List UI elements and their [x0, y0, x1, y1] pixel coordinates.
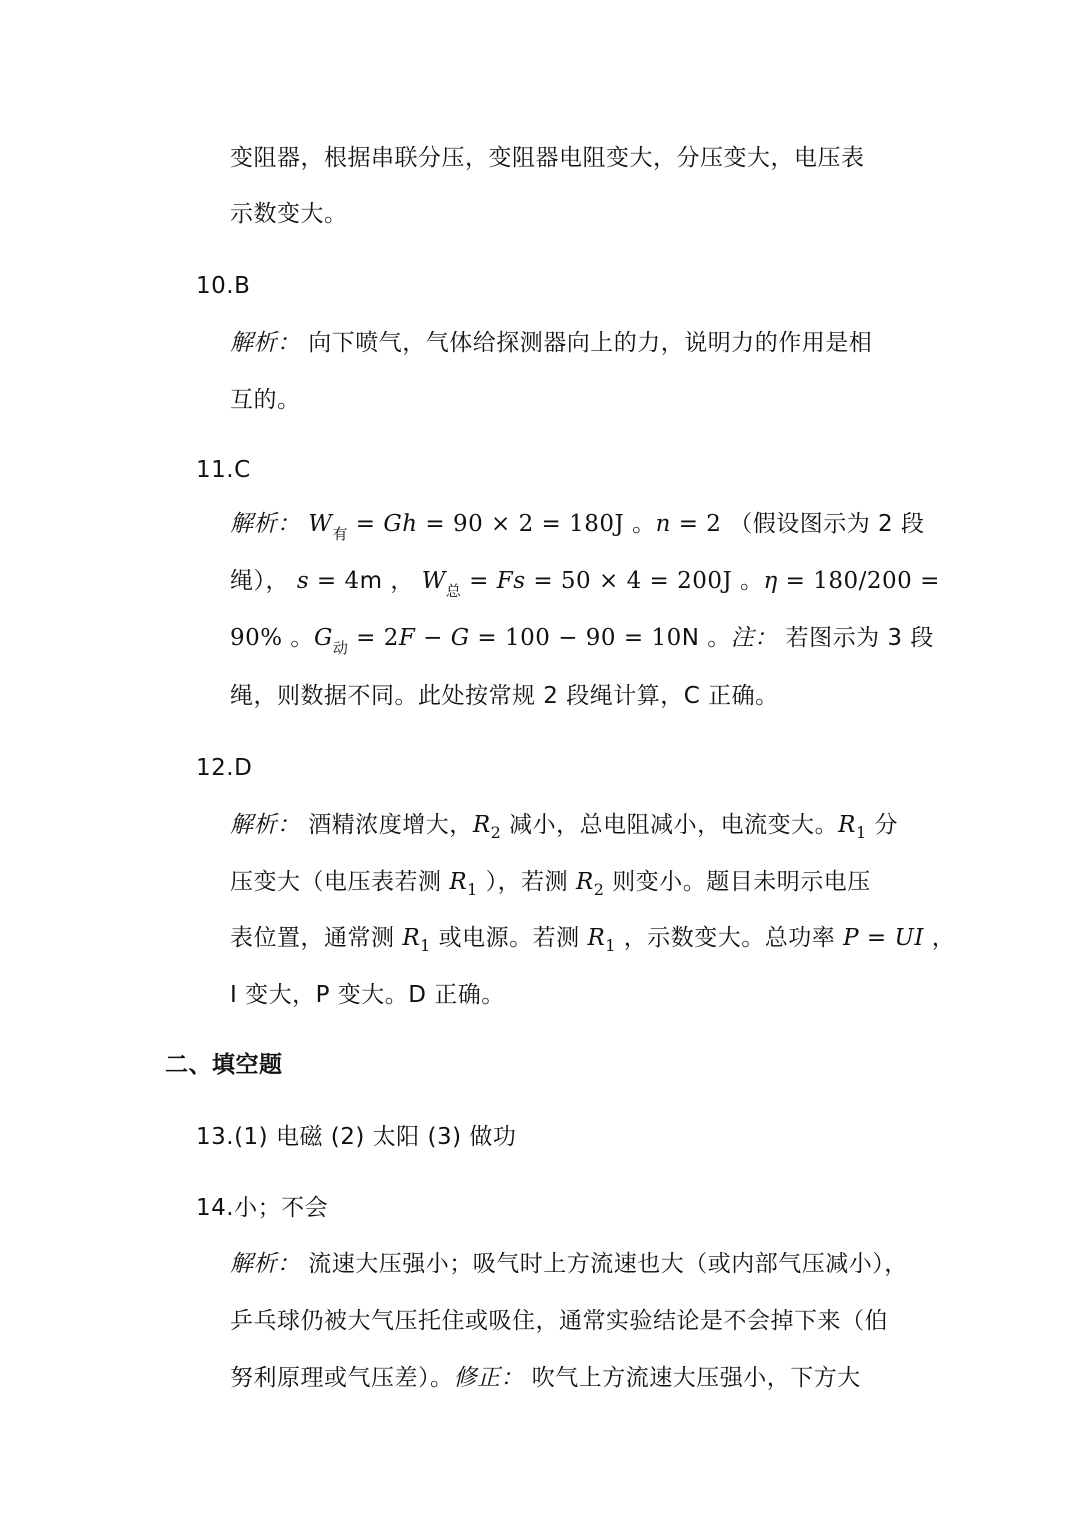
math-text: G — [313, 625, 333, 651]
math-text: = 50 × 4 = 200J — [525, 568, 733, 594]
math-text: = — [347, 511, 384, 537]
text: 10.B — [196, 273, 251, 299]
text: 流速大压强小；吸气时上方流速也大（或内部气压减小）， — [300, 1251, 908, 1277]
text: 。 — [732, 568, 764, 594]
explanation-line — [230, 565, 940, 600]
math-text: = 180/200 = — [777, 568, 940, 594]
text: 11.C — [196, 457, 251, 483]
text: 压变大（电压表若测 — [230, 869, 450, 895]
subscript: 2 — [593, 880, 605, 899]
math-text: R — [838, 812, 856, 838]
text: 减小，总电阻减小，电流变大。 — [501, 812, 839, 838]
text: 表位置，通常测 — [230, 925, 403, 951]
explanation-line — [230, 327, 920, 359]
text: 绳）， — [230, 568, 297, 594]
subscript: 有 — [332, 525, 348, 543]
text: 分 — [866, 812, 898, 838]
explanation-line — [230, 622, 934, 657]
text: 或电源。若测 — [430, 925, 588, 951]
answer-label — [196, 454, 251, 486]
math-text: Gh — [383, 511, 418, 537]
subscript: 2 — [490, 823, 502, 842]
answer-label — [196, 1192, 328, 1224]
math-text: = 100 − 90 = 10 — [469, 625, 682, 651]
subscript: 1 — [420, 936, 431, 955]
explanation-line — [230, 508, 925, 543]
explanation-line — [230, 384, 920, 416]
subscript: 1 — [605, 936, 616, 955]
text: 若图示为 3 段 — [777, 625, 934, 651]
math-text: = — [859, 925, 895, 951]
text: 互的。 — [230, 387, 301, 413]
subscript: 总 — [445, 582, 462, 600]
math-text: = 4 — [309, 568, 360, 594]
math-text: R — [587, 925, 606, 951]
subscript: 动 — [332, 639, 349, 657]
text: 吹气上方流速大压强小，下方大 — [524, 1365, 861, 1391]
explanation-line — [230, 922, 956, 955]
text: N 。 — [681, 625, 731, 651]
math-text: P — [843, 925, 860, 951]
math-text: W — [300, 511, 333, 537]
emphasis-label: 解析： — [230, 1251, 301, 1277]
text: 12.D — [196, 755, 253, 781]
text: 13.(1) 电磁 (2) 太阳 (3) 做功 — [196, 1124, 517, 1150]
emphasis-label: 修正： — [453, 1365, 524, 1391]
explanation-line — [230, 1305, 920, 1337]
explanation-line — [230, 979, 920, 1011]
explanation-line — [230, 866, 920, 898]
math-text: F — [398, 625, 416, 651]
explanation-line — [230, 680, 920, 712]
text: 14.小；不会 — [196, 1195, 329, 1221]
text: （假设图示为 2 段 — [721, 511, 925, 537]
math-text: R — [449, 869, 468, 895]
text: 则变小。题目未明示电压 — [604, 869, 871, 895]
text: 。 — [282, 625, 314, 651]
text: 向下喷气，气体给探测器向上的力，说明力的作用是相 — [300, 330, 873, 356]
subscript: 1 — [467, 880, 478, 899]
math-text: = 2 — [670, 511, 722, 537]
text: ，示数变大。总功率 — [615, 925, 844, 951]
explanation-line — [230, 142, 920, 174]
text: 二、填空题 — [165, 1052, 283, 1078]
text: 。 — [624, 511, 656, 537]
text: ），若测 — [477, 869, 576, 895]
answer-label — [196, 1121, 516, 1153]
math-text: η — [763, 568, 778, 594]
text: 努利原理或气压差）。 — [230, 1365, 454, 1391]
math-text: = 90 × 2 = 180J — [417, 511, 625, 537]
emphasis-label: 解析： — [230, 511, 301, 537]
math-text: Fs — [496, 568, 526, 594]
answer-label — [196, 752, 252, 784]
subscript: 1 — [855, 823, 867, 842]
math-text: = 2 — [348, 625, 399, 651]
explanation-line — [230, 198, 920, 230]
emphasis-label: 注： — [730, 625, 778, 651]
math-text: − — [415, 625, 451, 651]
math-text: = — [461, 568, 497, 594]
math-text: R — [472, 812, 491, 838]
text: 变阻器，根据串联分压，变阻器电阻变大，分压变大，电压表 — [230, 145, 865, 171]
section-heading — [165, 1049, 283, 1081]
text: 示数变大。 — [230, 201, 348, 227]
math-text: R — [402, 925, 421, 951]
math-text: n — [655, 511, 671, 537]
math-text: W — [421, 568, 446, 594]
explanation-line — [230, 1362, 920, 1394]
emphasis-label: 解析： — [230, 812, 301, 838]
math-text: s — [296, 568, 310, 594]
text: m ， — [359, 568, 422, 594]
text: 乒乓球仍被大气压托住或吸住，通常实验结论是不会掉下来（伯 — [230, 1308, 888, 1334]
text: 酒精浓度增大， — [300, 812, 473, 838]
explanation-line — [230, 1248, 920, 1280]
answer-label — [196, 270, 250, 302]
math-text: G — [450, 625, 470, 651]
math-text: 90% — [230, 625, 283, 651]
emphasis-label: 解析： — [230, 330, 301, 356]
math-text: R — [575, 869, 594, 895]
text: 绳，则数据不同。此处按常规 2 段绳计算，C 正确。 — [230, 683, 779, 709]
explanation-line — [230, 809, 920, 841]
math-text: UI — [894, 925, 924, 951]
text: I 变大，P 变大。D 正确。 — [230, 982, 505, 1008]
text: ， — [923, 925, 956, 951]
